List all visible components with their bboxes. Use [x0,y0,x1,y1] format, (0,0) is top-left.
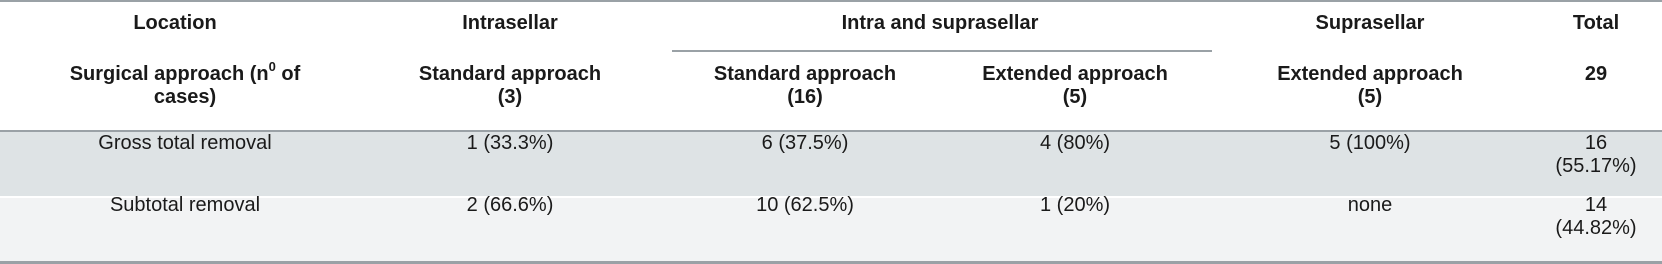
table-top-rule [0,0,1662,2]
cell-suprasellar: none [1347,194,1393,216]
intra-suprasellar-span-rule [672,50,1212,52]
cell-intra-supra-standard: 10 (62.5%) [756,194,854,216]
header-surgical-approach: Surgical approach ($n^0$ of cases) [69,59,301,108]
header-total-count: 29 [1584,63,1608,85]
cell-total: 16 (55.17%) [1555,132,1637,177]
header-intrasellar-approach: Standard approach (3) [418,63,602,108]
cell-suprasellar: 5 (100%) [1329,132,1411,154]
row-label: Subtotal removal [109,194,261,216]
superscript-zero: 0 [268,59,276,75]
cell-intrasellar: 2 (66.6%) [466,194,554,216]
header-intrasellar: Intrasellar [462,12,558,34]
cell-intra-supra-standard: 6 (37.5%) [761,132,849,154]
header-intra-supra-extended: Extended approach (5) [982,63,1168,108]
header-suprasellar: Suprasellar [1315,12,1425,34]
header-intra-supra-standard: Standard approach (16) [713,63,897,108]
cell-intra-supra-extended: 1 (20%) [1039,194,1111,216]
header-total: Total [1572,12,1620,34]
header-location: Location [133,12,217,34]
cell-total: 14 (44.82%) [1555,194,1637,239]
header-intra-suprasellar: Intra and suprasellar [841,12,1039,34]
row-label: Gross total removal [98,132,272,154]
cell-intrasellar: 1 (33.3%) [466,132,554,154]
header-suprasellar-extended: Extended approach (5) [1277,63,1463,108]
cell-intra-supra-extended: 4 (80%) [1039,132,1111,154]
